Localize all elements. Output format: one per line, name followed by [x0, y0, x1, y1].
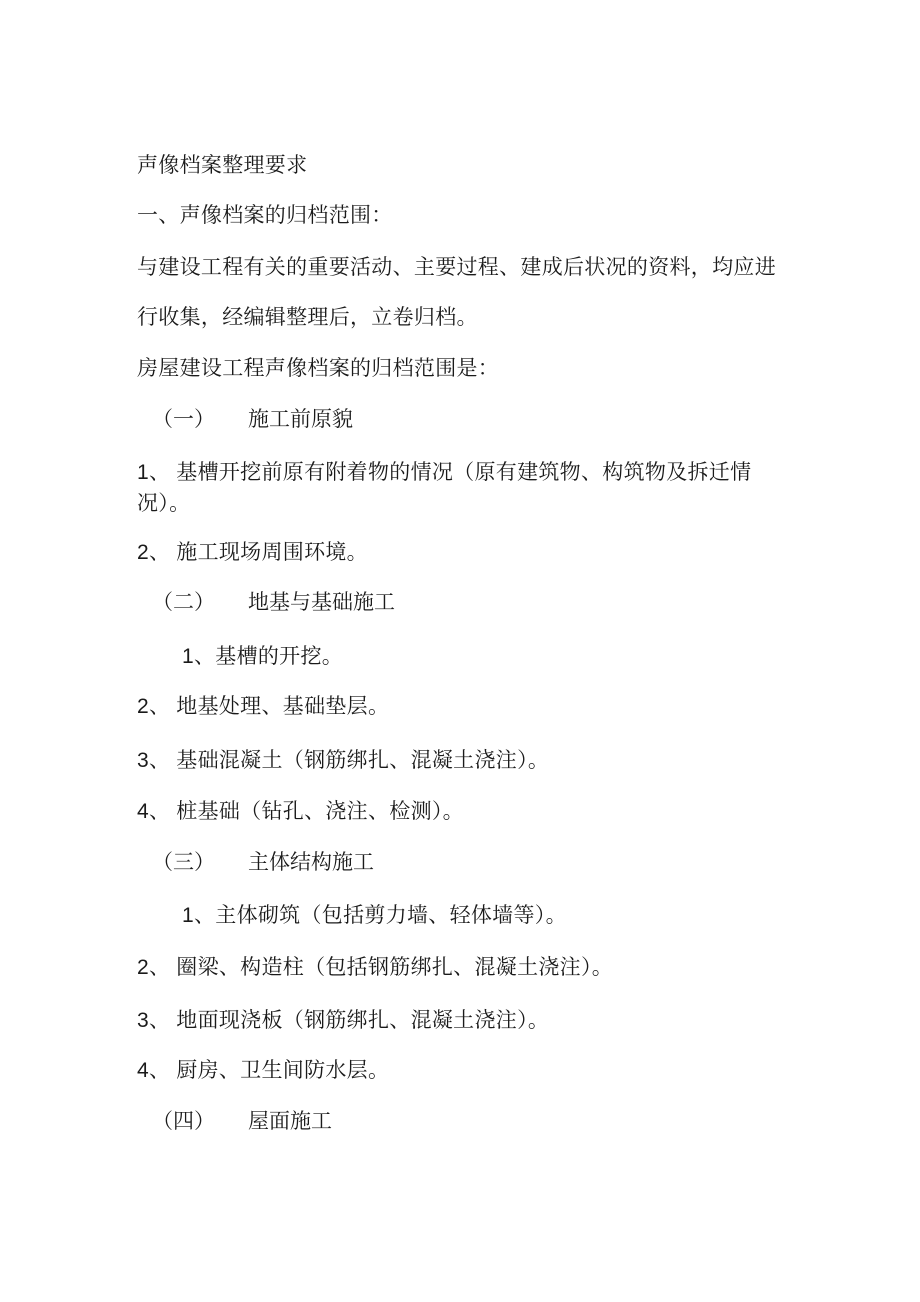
section-heading-2: [152, 587, 395, 617]
list-item: [137, 457, 777, 518]
section-number: （三）: [152, 850, 215, 874]
item-number: 2、: [137, 541, 171, 564]
section-title: 屋面施工: [248, 1109, 332, 1133]
item-number: 1、: [137, 461, 171, 484]
list-item: [182, 641, 343, 672]
item-text: 基槽的开挖。: [215, 644, 344, 668]
section-number: （二）: [152, 590, 215, 614]
item-number: 3、: [137, 1009, 171, 1032]
section-number: （一）: [152, 407, 215, 431]
section-heading-4: [152, 1106, 332, 1136]
item-text: 基槽开挖前原有附着物的情况（原有建筑物、构筑物及拆迁情况）。: [137, 460, 752, 515]
item-number: 1、: [182, 904, 216, 927]
item-text: 圈梁、构造柱（包括钢筋绑扎、混凝土浇注）。: [176, 955, 614, 979]
item-number: 4、: [137, 800, 171, 823]
item-number: 1、: [182, 645, 216, 668]
section-heading-3: [152, 847, 374, 877]
list-item: [137, 952, 613, 983]
item-number: 4、: [137, 1059, 171, 1082]
item-text: 施工现场周围环境。: [176, 540, 368, 564]
list-item: [137, 537, 368, 568]
list-item: [137, 691, 389, 722]
part1-heading: 一、声像档案的归档范围：: [137, 203, 393, 227]
item-text: 地面现浇板（钢筋绑扎、混凝土浇注）。: [176, 1008, 550, 1032]
item-text: 地基处理、基础垫层。: [176, 694, 390, 718]
item-text: 厨房、卫生间防水层。: [176, 1058, 390, 1082]
list-item: [137, 1005, 549, 1036]
item-number: 2、: [137, 695, 171, 718]
list-item: [137, 745, 549, 776]
item-text: 基础混凝土（钢筋绑扎、混凝土浇注）。: [176, 748, 550, 772]
item-number: 3、: [137, 749, 171, 772]
list-item: [137, 796, 464, 827]
section-title: 地基与基础施工: [248, 590, 395, 614]
document-title: 声像档案整理要求: [137, 153, 308, 177]
item-text: 主体砌筑（包括剪力墙、轻体墙等）。: [215, 903, 567, 927]
section-title: 主体结构施工: [248, 850, 374, 874]
section-title: 施工前原貌: [248, 407, 353, 431]
item-text: 桩基础（钻孔、浇注、检测）。: [176, 799, 464, 823]
paragraph-2: 房屋建设工程声像档案的归档范围是：: [137, 356, 500, 380]
paragraph-1-line-1: 与建设工程有关的重要活动、主要过程、建成后状况的资料，均应进: [137, 255, 776, 279]
item-number: 2、: [137, 956, 171, 979]
list-item: [137, 1055, 389, 1086]
list-item: [182, 900, 567, 931]
paragraph-1-line-2: 行收集，经编辑整理后，立卷归档。: [137, 305, 478, 329]
section-heading-1: [152, 404, 353, 434]
section-number: （四）: [152, 1109, 215, 1133]
